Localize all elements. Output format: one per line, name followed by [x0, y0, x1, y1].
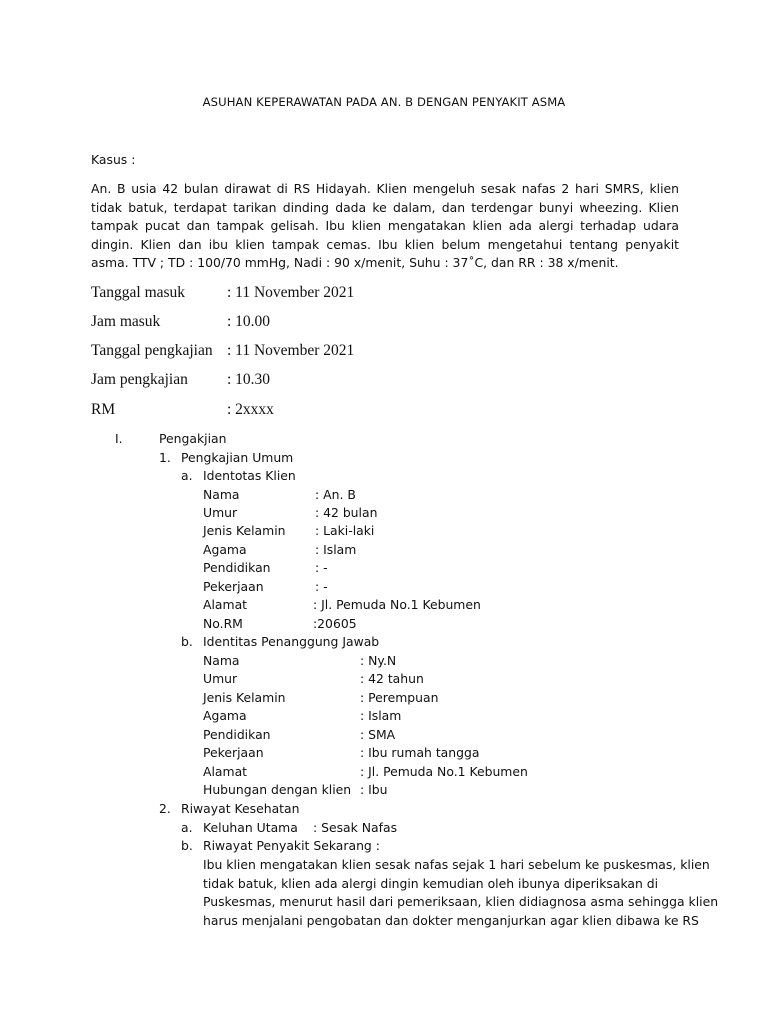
field-value: : An. B	[315, 487, 356, 502]
meta-value: : 11 November 2021	[227, 342, 355, 359]
section-number: I.	[115, 431, 123, 446]
item-title: Identitas Penanggung Jawab	[203, 634, 380, 649]
field-value: : 42 tahun	[360, 671, 424, 686]
field-label: Alamat	[203, 597, 248, 612]
klien-row	[203, 505, 603, 523]
pj-row	[203, 653, 663, 671]
keluhan-label: Keluhan Utama	[203, 820, 298, 835]
pj-row	[203, 782, 663, 800]
field-value: : -	[315, 579, 328, 594]
field-value: : Islam	[315, 542, 357, 557]
meta-label: Jam masuk	[91, 313, 161, 330]
field-label: Pekerjaan	[203, 745, 264, 760]
klien-row	[203, 616, 603, 634]
pj-row	[203, 671, 663, 689]
klien-row	[203, 487, 603, 505]
field-label: Umur	[203, 505, 238, 520]
paragraph-line: Puskesmas, menurut hasil dari pemeriksaan, klien didiagnosa asma sehingga klien	[203, 894, 719, 910]
item-letter: b.	[181, 634, 193, 649]
field-label: Pendidikan	[203, 560, 271, 575]
item-letter: a.	[181, 820, 193, 835]
field-label: Pendidikan	[203, 727, 271, 742]
kasus-paragraph: An. B usia 42 bulan dirawat di RS Hidayah. Klien mengeluh sesak nafas 2 hari SMRS, klien tidak batuk, terdapat tarikan dinding dada ke dalam, dan terdengar bunyi wheezing. Klien tampak pucat dan tampak gelisah. Ibu klien mengatakan klien ada alergi terhadap udara dingin. Klien dan ibu klien tampak cemas. Ibu klien belum mengetahui tentang penyakit asma. TTV ; TD : 100/70 mmHg, Nadi : 90 x/menit, Suhu : 37˚C, dan RR : 38 x/menit.	[91, 181, 679, 271]
klien-row	[203, 542, 603, 560]
field-label: Agama	[203, 542, 247, 557]
meta-value: : 11 November 2021	[227, 284, 355, 301]
riwayat-paragraph	[203, 856, 719, 930]
pj-row	[203, 745, 663, 763]
klien-row	[203, 579, 603, 597]
paragraph-line: tidak batuk, klien ada alergi dingin kemudian oleh ibunya diperiksakan di	[203, 875, 659, 891]
pj-row	[203, 708, 663, 726]
field-label: Hubungan dengan klien	[203, 782, 352, 797]
meta-label: Tanggal pengkajian	[91, 342, 213, 359]
field-value: : Ny.N	[360, 653, 397, 668]
pj-row	[203, 690, 663, 708]
field-label: Nama	[203, 487, 240, 502]
field-value: : SMA	[360, 727, 396, 742]
meta-value: : 10.30	[227, 371, 271, 388]
subsection-title: Pengkajian Umum	[181, 450, 294, 465]
field-label: Nama	[203, 653, 240, 668]
subsection-title: Riwayat Kesehatan	[181, 801, 300, 816]
item-letter: b.	[181, 838, 193, 853]
meta-value: : 2xxxx	[227, 401, 274, 418]
item-letter: a.	[181, 468, 193, 483]
field-value: : Jl. Pemuda No.1 Kebumen	[313, 597, 481, 612]
field-label: Agama	[203, 708, 247, 723]
field-label: Alamat	[203, 764, 248, 779]
meta-value: : 10.00	[227, 313, 271, 330]
paragraph-line: harus menjalani pengobatan dan dokter menganjurkan agar klien dibawa ke RS	[203, 912, 699, 928]
field-value: : Jl. Pemuda No.1 Kebumen	[360, 764, 528, 779]
field-value: :20605	[313, 616, 357, 631]
field-value: : Ibu rumah tangga	[360, 745, 480, 760]
pj-row	[203, 764, 663, 782]
field-label: Jenis Kelamin	[203, 690, 286, 705]
field-value: : Laki-laki	[315, 523, 375, 538]
meta-label: Jam pengkajian	[91, 371, 188, 388]
paragraph-line: Ibu klien mengatakan klien sesak nafas sejak 1 hari sebelum ke puskesmas, klien	[203, 857, 710, 872]
field-label: Jenis Kelamin	[203, 523, 286, 538]
field-value: : Perempuan	[360, 690, 439, 705]
field-value: : Islam	[360, 708, 402, 723]
field-label: No.RM	[203, 616, 243, 631]
subsection-number: 2.	[159, 801, 171, 816]
item-title: Identotas Klien	[203, 468, 296, 483]
section-title: Pengakjian	[159, 431, 227, 446]
pj-row	[203, 727, 663, 745]
kasus-label: Kasus :	[91, 152, 136, 167]
subsection-number: 1.	[159, 450, 171, 465]
document-title: ASUHAN KEPERAWATAN PADA AN. B DENGAN PENYAKIT ASMA	[202, 95, 566, 109]
klien-row	[203, 523, 603, 541]
klien-row	[203, 597, 603, 615]
field-value: : Ibu	[360, 782, 388, 797]
meta-label: RM	[91, 401, 116, 418]
meta-label: Tanggal masuk	[91, 284, 186, 301]
field-value: : 42 bulan	[315, 505, 378, 520]
klien-row	[203, 560, 603, 578]
field-value: : -	[315, 560, 328, 575]
field-label: Pekerjaan	[203, 579, 264, 594]
keluhan-value: : Sesak Nafas	[313, 820, 398, 835]
item-title: Riwayat Penyakit Sekarang :	[203, 838, 380, 853]
field-label: Umur	[203, 671, 238, 686]
